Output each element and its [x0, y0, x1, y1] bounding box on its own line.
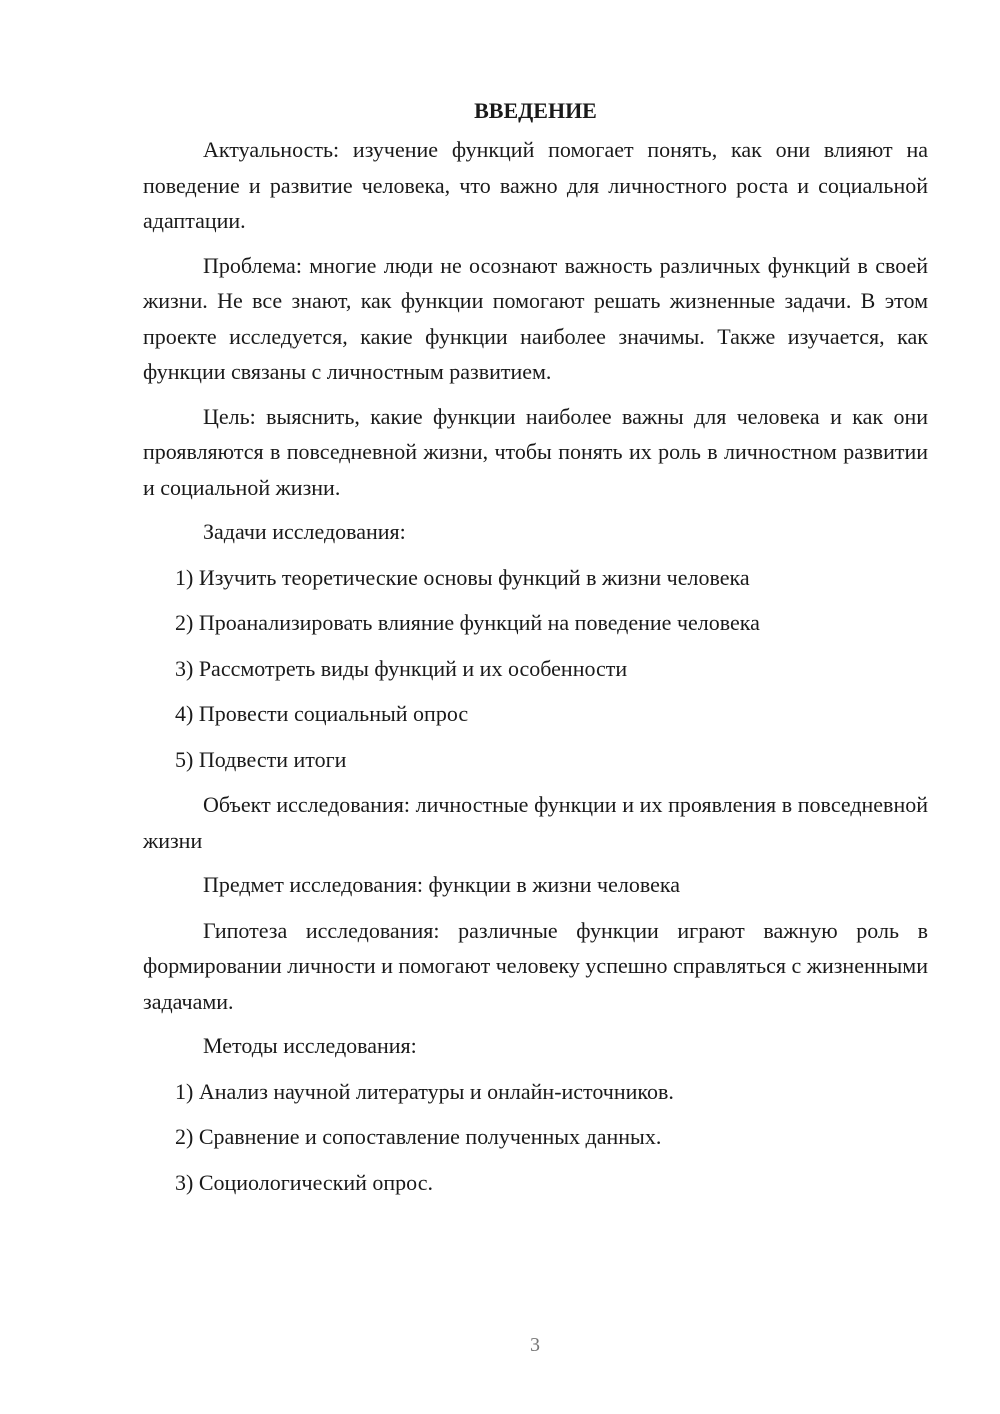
method-item: 2) Сравнение и сопоставление полученных данных.	[175, 1124, 662, 1149]
task-item: 3) Рассмотреть виды функций и их особенности	[175, 655, 628, 681]
task-item: 2) Проанализировать влияние функций на поведение человека	[175, 610, 760, 635]
methods-list	[143, 1074, 928, 1201]
task-item: 4) Провести социальный опрос	[175, 701, 469, 726]
document-page	[143, 96, 928, 1210]
object-paragraph: Объект исследования: личностные функции и их проявления в повседневной жизни	[143, 792, 928, 853]
tasks-list	[143, 560, 928, 778]
method-item: 1) Анализ научной литературы и онлайн-источников.	[175, 1078, 674, 1104]
tasks-heading: Задачи исследования:	[203, 519, 406, 544]
task-item: 1) Изучить теоретические основы функций в жизни человека	[175, 564, 750, 590]
subject-paragraph: Предмет исследования: функции в жизни человека	[203, 872, 680, 897]
method-item: 3) Социологический опрос.	[175, 1169, 433, 1195]
page-title: ВВЕДЕНИЕ	[474, 98, 597, 123]
methods-heading: Методы исследования:	[203, 1033, 417, 1058]
hypothesis-paragraph: Гипотеза исследования: различные функции играют важную роль в формировании личности и помогают человеку успешно справляться с жизненными задачами.	[143, 917, 928, 1014]
goal-paragraph: Цель: выяснить, какие функции наиболее важны для человека и как они проявляются в повседневной жизни, чтобы понять их роль в личностном развитии и социальной жизни.	[143, 403, 928, 500]
page-number: 3	[530, 1334, 540, 1356]
task-item: 5) Подвести итоги	[175, 746, 347, 772]
problem-paragraph: Проблема: многие люди не осознают важность различных функций в своей жизни. Не все знают, как функции помогают решать жизненные задачи. В этом проекте исследуется, какие функции наиболее значимы. Также изучается, как функции связаны с личностным развитием.	[143, 252, 928, 384]
relevance-paragraph: Актуальность: изучение функций помогает понять, как они влияют на поведение и развитие человека, что важно для личностного роста и социальной адаптации.	[143, 137, 928, 233]
